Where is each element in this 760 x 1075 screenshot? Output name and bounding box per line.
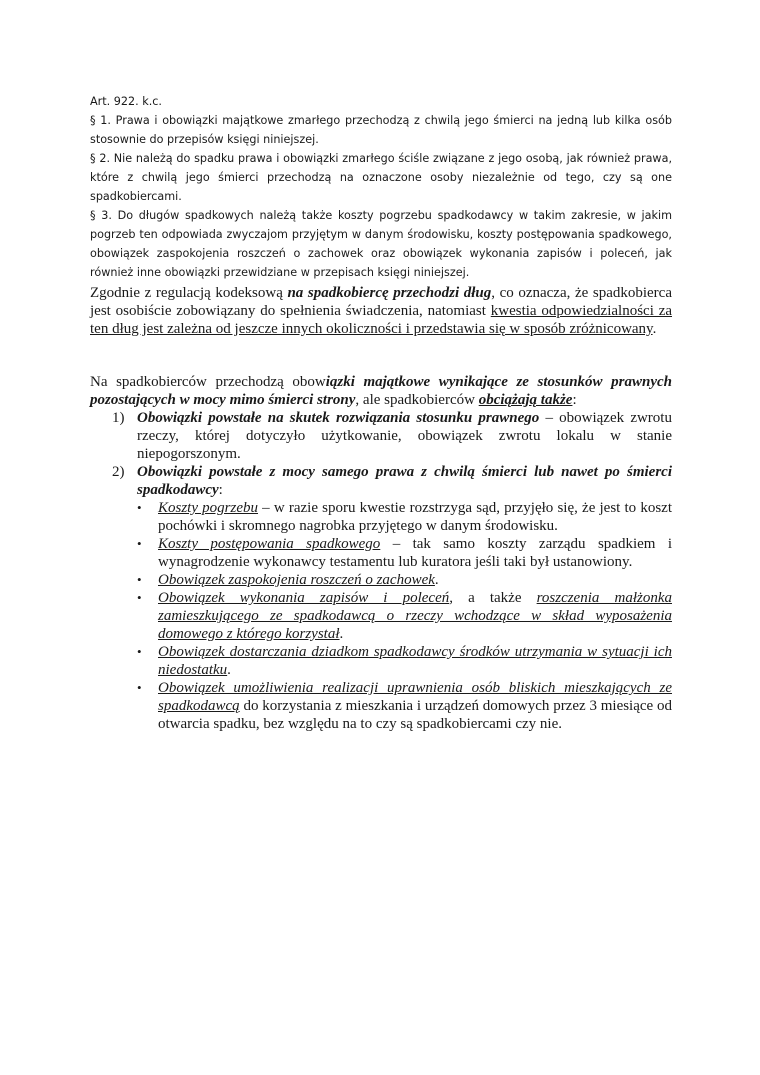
article-922-quote [90, 92, 672, 282]
bullet-icon: • [137, 680, 142, 695]
bullet-icon: • [137, 500, 142, 515]
bullet-icon: • [137, 644, 142, 659]
emphasis-debt: na spadkobiercę przechodzi dług [287, 285, 492, 301]
emphasis-obligations: iązki majątkowe wynikające ze stosunków prawnych pozostających w mocy mimo śmierci strony [90, 374, 672, 408]
numbered-list [90, 409, 672, 733]
article-paragraph-2: § 2. Nie należą do spadku prawa i obowiązki zmarłego ściśle związane z jego osobą, jak również prawa, które z chwilą jego śmierci przechodzą na oznaczone osoby niezależnie od tego, czy są one spadkobiercami. [90, 152, 672, 203]
bullet-list [137, 499, 672, 733]
list-item: • Obowiązek dostarczania dziadkom spadkodawcy środków utrzymania w sytuacji ich niedostatku. [137, 644, 672, 678]
paragraph-debt-transfer: Zgodnie z regulacją kodeksową na spadkobiercę przechodzi dług, co oznacza, że spadkobierca jest osobiście zobowiązany do spełnienia świadczenia, natomiast kwestia odpowiedzialności za ten dług jest zależna od jeszcze innych okoliczności i przedstawia się w sposób zróżnicowany. [90, 285, 673, 337]
article-paragraph-3: § 3. Do długów spadkowych należą także koszty pogrzebu spadkodawcy w takim zakresie, w jakim pogrzeb ten odpowiada zwyczajom przyjętym w danym środowisku, koszty postępowania spadkowego, obowiązek zaspokojenia roszczeń o zachowek oraz obowiązek wykonania zapisów i poleceń, jak również inne obowiązki przewidziane w przepisach księgi niniejszej. [90, 209, 672, 279]
list-item: • Obowiązek zaspokojenia roszczeń o zachowek. [137, 572, 439, 588]
emphasis-also: obciążają także [478, 392, 573, 408]
list-item: • Obowiązek wykonania zapisów i poleceń, a także roszczenia małżonka zamieszkującego ze spadkodawcą o rzeczy wchodzące w skład wyposażenia domowego z którego korzystał. [137, 590, 672, 642]
bullet-icon: • [137, 572, 142, 587]
bullet-icon: • [137, 590, 142, 605]
bullet-icon: • [137, 536, 142, 551]
list-item: 1) Obowiązki powstałe na skutek rozwiązania stosunku prawnego – obowiązek zwrotu rzeczy, której dotyczyło użytkowanie, obowiązek zwrotu lokalu w stanie niepogorszonym. [112, 410, 672, 462]
article-paragraph-1: § 1. Prawa i obowiązki majątkowe zmarłego przechodzą z chwilą jego śmierci na jedną lub kilka osób stosownie do przepisów księgi niniejszej. [90, 114, 672, 146]
list-item: • Koszty pogrzebu – w razie sporu kwestie rozstrzyga sąd, przyjęło się, że jest to koszt pochówki i skromnego nagrobka przyjętego w danym środowisku. [137, 500, 673, 534]
list-item: 2) Obowiązki powstałe z mocy samego prawa z chwilą śmierci lub nawet po śmierci spadkodawcy: • Koszty pogrzebu – w razie sporu kwestie rozstrzyga sąd, przyjęło się, że jest to koszt pochówki i skromnego nagrobka przyjętego w danym środowisku. • Koszty postępowania spadkowego – tak samo koszty zarządu spadkiem i wynagrodzenie wykonawcy testamentu lub kuratora jeśli taki był ustanowiony. • Obowiązek zaspokojenia roszczeń o zachowek. • Obowiązek wykonania zapisów i poleceń, a także roszczenia małżonka zamieszkującego ze spadkodawcą o rzeczy wchodzące w skład wyposażenia domowego z którego korzystał. • Obowiązek dostarczania dziadkom spadkodawcy środków utrzymania w sytuacji ich niedostatku. • Obowiązek umożliwienia realizacji uprawnienia osób bliskich mieszkających ze spadkodawcą do korzystania z mieszkania i urządzeń domowych przez 3 miesiące od otwarcia spadku, bez względu na to czy są spadkobiercami czy nie. [112, 464, 673, 732]
article-heading: Art. 922. k.c. [90, 95, 162, 108]
underlined-liability: kwestia odpowiedzialności za ten dług jest zależna od jeszcze innych okoliczności i przedstawia się w sposób zróżnicowany [90, 303, 673, 337]
paragraph-obligations: Na spadkobierców przechodzą obowiązki majątkowe wynikające ze stosunków prawnych pozostających w mocy mimo śmierci strony, ale spadkobierców obciążają także: 1) Obowiązki powstałe na skutek rozwiązania stosunku prawnego – obowiązek zwrotu rzeczy, której dotyczyło użytkowanie, obowiązek zwrotu lokalu w stanie niepogorszonym. 2) Obowiązki powstałe z mocy samego prawa z chwilą śmierci lub nawet po śmierci spadkodawcy: • Koszty pogrzebu – w razie sporu kwestie rozstrzyga sąd, przyjęło się, że jest to koszt pochówki i skromnego nagrobka przyjętego w danym środowisku. • Koszty postępowania spadkowego – tak samo koszty zarządu spadkiem i wynagrodzenie wykonawcy testamentu lub kuratora jeśli taki był ustanowiony. • Obowiązek zaspokojenia roszczeń o zachowek. • Obowiązek wykonania zapisów i poleceń, a także roszczenia małżonka zamieszkującego ze spadkodawcą o rzeczy wchodzące w skład wyposażenia domowego z którego korzystał. • Obowiązek dostarczania dziadkom spadkodawcy środków utrzymania w sytuacji ich niedostatku. • Obowiązek umożliwienia realizacji uprawnienia osób bliskich mieszkających ze spadkodawcą do korzystania z mieszkania i urządzeń domowych przez 3 miesiące od otwarcia spadku, bez względu na to czy są spadkobiercami czy nie. [90, 374, 673, 732]
list-item: • Obowiązek umożliwienia realizacji uprawnienia osób bliskich mieszkających ze spadkodawcą do korzystania z mieszkania i urządzeń domowych przez 3 miesiące od otwarcia spadku, bez względu na to czy są spadkobiercami czy nie. [137, 680, 672, 732]
list-item: • Koszty postępowania spadkowego – tak samo koszty zarządu spadkiem i wynagrodzenie wykonawcy testamentu lub kuratora jeśli taki był ustanowiony. [137, 536, 672, 570]
